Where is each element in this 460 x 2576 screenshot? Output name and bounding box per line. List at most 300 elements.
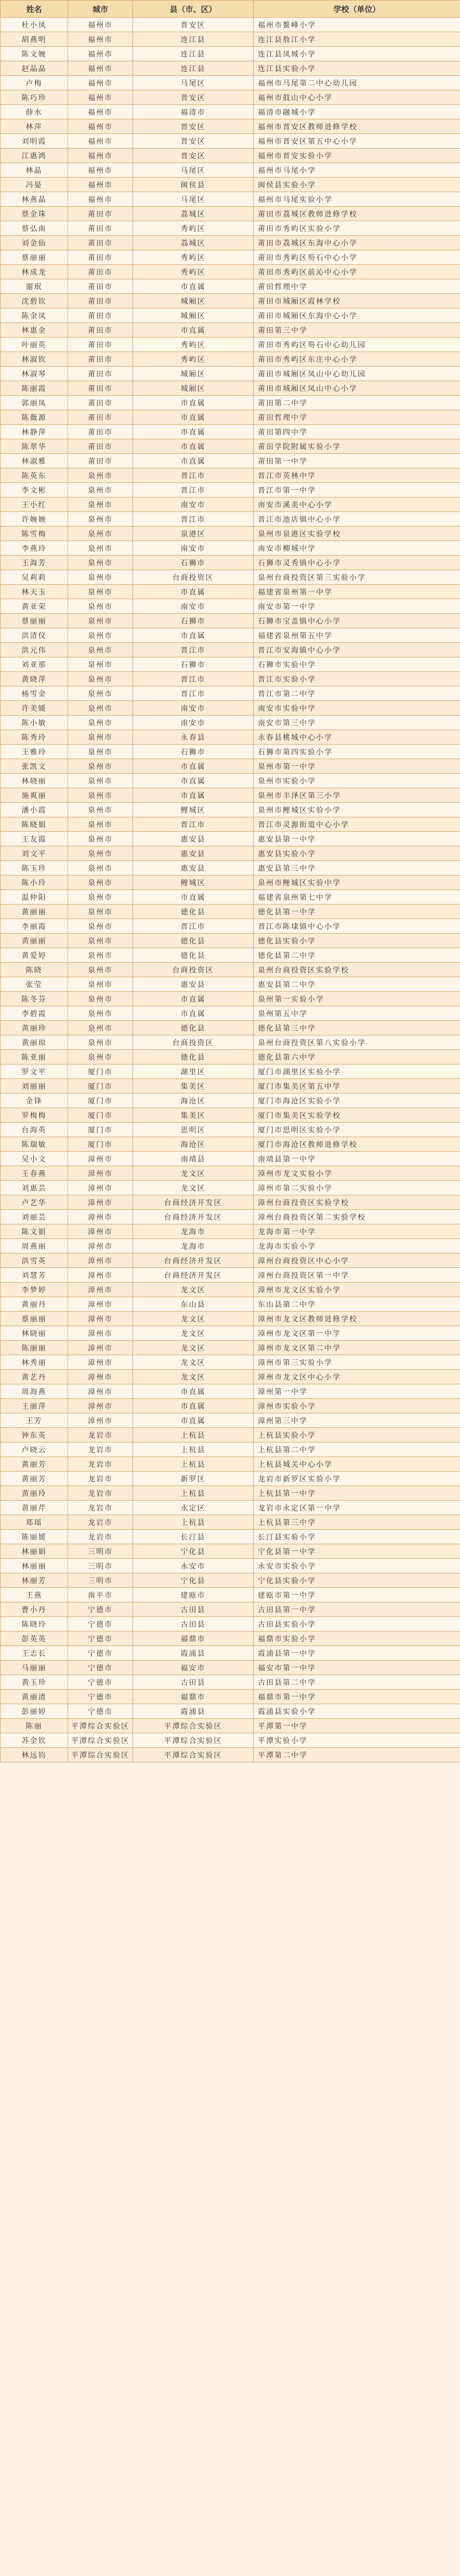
cell-name: 周燕丽 [1, 1239, 68, 1253]
table-row [1, 1733, 460, 1748]
cell-school: 平潭第二中学 [254, 1748, 460, 1762]
cell-school: 平潭第一中学 [254, 1719, 460, 1733]
cell-school: 福州市晋安区教师进修学校 [254, 119, 460, 134]
cell-city: 宁德市 [68, 1617, 133, 1631]
table-row [1, 1631, 460, 1646]
cell-county: 德化县 [133, 1050, 254, 1064]
table-row [1, 527, 460, 541]
cell-county: 惠安县 [133, 977, 254, 992]
table-row [1, 1428, 460, 1442]
table-row [1, 1050, 460, 1064]
cell-city: 龙岩市 [68, 1428, 133, 1442]
cell-school: 德化县第六中学 [254, 1050, 460, 1064]
cell-county: 市直属 [133, 759, 254, 774]
cell-school: 上杭县实验小学 [254, 1428, 460, 1442]
table-row [1, 1442, 460, 1457]
cell-school: 厦门市思明区实验小学 [254, 1123, 460, 1137]
cell-city: 莆田市 [68, 265, 133, 279]
cell-county: 东山县 [133, 1297, 254, 1312]
cell-city: 龙岩市 [68, 1515, 133, 1530]
cell-school: 福鼎市第一中学 [254, 1690, 460, 1704]
cell-city: 泉州市 [68, 686, 133, 701]
cell-school: 福清市融城小学 [254, 105, 460, 119]
table-row [1, 556, 460, 570]
cell-city: 宁德市 [68, 1646, 133, 1661]
cell-city: 泉州市 [68, 963, 133, 977]
table-row [1, 1210, 460, 1224]
cell-name: 黄丽丹 [1, 1297, 68, 1312]
cell-county: 市直属 [133, 585, 254, 599]
cell-school: 宁化县实验小学 [254, 1573, 460, 1588]
table-row [1, 1035, 460, 1050]
cell-county: 海沧区 [133, 1094, 254, 1108]
cell-name: 林秀丽 [1, 1355, 68, 1370]
cell-city: 漳州市 [68, 1210, 133, 1224]
table-row [1, 483, 460, 497]
cell-city: 泉州市 [68, 527, 133, 541]
cell-school: 福安市第一中学 [254, 1661, 460, 1675]
cell-city: 泉州市 [68, 599, 133, 614]
cell-name: 黄丽芳 [1, 1472, 68, 1486]
cell-name: 刘金仙 [1, 236, 68, 250]
cell-county: 福鼎市 [133, 1690, 254, 1704]
cell-city: 厦门市 [68, 1064, 133, 1079]
cell-name: 卢梅 [1, 76, 68, 90]
cell-school: 泉州台商投资区第三实验小学 [254, 570, 460, 585]
cell-name: 黄丽珍 [1, 1021, 68, 1035]
cell-school: 莆田第一中学 [254, 454, 460, 468]
cell-county: 市直属 [133, 890, 254, 905]
cell-county: 惠安县 [133, 861, 254, 875]
cell-school: 建瓯市第一中学 [254, 1588, 460, 1602]
cell-name: 王燕 [1, 1588, 68, 1602]
cell-school: 石狮市第四实验小学 [254, 745, 460, 759]
cell-name: 李燕玲 [1, 541, 68, 556]
header-county: 县（市、区） [133, 1, 254, 18]
cell-county: 南靖县 [133, 1152, 254, 1166]
cell-school: 龙海市第一中学 [254, 1224, 460, 1239]
cell-school: 漳州台商投资区第一中学 [254, 1268, 460, 1283]
table-row [1, 352, 460, 367]
cell-county: 龙文区 [133, 1181, 254, 1195]
table-row [1, 1457, 460, 1472]
cell-name: 陈丽丽 [1, 1341, 68, 1355]
cell-school: 德化县实验小学 [254, 934, 460, 948]
cell-school: 南安市柳城中学 [254, 541, 460, 556]
table-row [1, 294, 460, 308]
cell-name: 刘慧芳 [1, 1268, 68, 1283]
cell-county: 霞浦县 [133, 1704, 254, 1719]
cell-county: 晋江市 [133, 512, 254, 527]
cell-city: 泉州市 [68, 497, 133, 512]
cell-name: 林晶 [1, 163, 68, 178]
table-row [1, 1602, 460, 1617]
cell-school: 漳州市第二实验小学 [254, 1181, 460, 1195]
cell-name: 彭丽婷 [1, 1704, 68, 1719]
cell-county: 福清市 [133, 105, 254, 119]
table-row [1, 1166, 460, 1181]
cell-county: 市直属 [133, 1399, 254, 1413]
cell-city: 泉州市 [68, 483, 133, 497]
table-row [1, 221, 460, 236]
cell-county: 龙文区 [133, 1166, 254, 1181]
cell-school: 福州市鼓山中心小学 [254, 90, 460, 105]
cell-name: 陈翠华 [1, 439, 68, 454]
cell-county: 鲤城区 [133, 875, 254, 890]
cell-city: 泉州市 [68, 992, 133, 1006]
cell-name: 刘丽芸 [1, 1210, 68, 1224]
table-body [1, 18, 460, 1762]
cell-school: 石狮市宝盖镇中心小学 [254, 614, 460, 628]
cell-name: 林静萍 [1, 425, 68, 439]
cell-city: 漳州市 [68, 1370, 133, 1384]
cell-school: 晋江市安海镇中心小学 [254, 643, 460, 657]
cell-city: 泉州市 [68, 585, 133, 599]
cell-county: 霞浦县 [133, 1646, 254, 1661]
cell-name: 林丽丽 [1, 1559, 68, 1573]
cell-county: 上杭县 [133, 1457, 254, 1472]
cell-county: 台商投资区 [133, 570, 254, 585]
cell-city: 福州市 [68, 192, 133, 207]
cell-county: 晋江市 [133, 643, 254, 657]
cell-city: 福州市 [68, 76, 133, 90]
cell-county: 市直属 [133, 425, 254, 439]
table-row [1, 265, 460, 279]
cell-city: 莆田市 [68, 410, 133, 425]
cell-city: 莆田市 [68, 381, 133, 396]
cell-name: 杜小凤 [1, 18, 68, 32]
table-row [1, 774, 460, 788]
cell-school: 漳州市龙文实验小学 [254, 1166, 460, 1181]
cell-school: 石狮市实验中学 [254, 657, 460, 672]
table-row [1, 541, 460, 556]
table-row [1, 207, 460, 221]
cell-county: 台商经济开发区 [133, 1268, 254, 1283]
cell-name: 黄丽丽 [1, 934, 68, 948]
cell-city: 平潭综合实验区 [68, 1733, 133, 1748]
cell-school: 福州市鳌峰小学 [254, 18, 460, 32]
cell-school: 德化县第一中学 [254, 905, 460, 919]
cell-school: 漳州市龙文区第一中学 [254, 1326, 460, 1341]
cell-city: 龙岩市 [68, 1457, 133, 1472]
table-row [1, 1719, 460, 1733]
cell-name: 王志长 [1, 1646, 68, 1661]
table-row [1, 1181, 460, 1195]
table-row [1, 105, 460, 119]
cell-county: 思明区 [133, 1123, 254, 1137]
table-row [1, 1079, 460, 1094]
cell-name: 叶丽英 [1, 338, 68, 352]
cell-name: 刘文平 [1, 846, 68, 861]
cell-name: 李碧霞 [1, 1006, 68, 1021]
cell-county: 龙文区 [133, 1355, 254, 1370]
cell-name: 陈文娟 [1, 1224, 68, 1239]
cell-city: 莆田市 [68, 439, 133, 454]
cell-name: 陈巧珍 [1, 90, 68, 105]
cell-name: 林远钧 [1, 1748, 68, 1762]
cell-school: 惠安县第一中学 [254, 832, 460, 846]
cell-school: 福建省泉州第五中学 [254, 628, 460, 643]
cell-county: 台商经济开发区 [133, 1210, 254, 1224]
cell-county: 石狮市 [133, 745, 254, 759]
cell-city: 漳州市 [68, 1166, 133, 1181]
cell-name: 陈玉珍 [1, 861, 68, 875]
table-row [1, 250, 460, 265]
cell-city: 泉州市 [68, 1021, 133, 1035]
cell-county: 上杭县 [133, 1486, 254, 1501]
cell-city: 漳州市 [68, 1399, 133, 1413]
cell-county: 台商投资区 [133, 963, 254, 977]
cell-school: 晋江市第一中学 [254, 483, 460, 497]
cell-county: 龙文区 [133, 1312, 254, 1326]
cell-city: 漳州市 [68, 1224, 133, 1239]
cell-school: 厦门市集美区第五中学 [254, 1079, 460, 1094]
cell-city: 福州市 [68, 149, 133, 163]
cell-county: 晋安区 [133, 149, 254, 163]
cell-city: 泉州市 [68, 643, 133, 657]
cell-city: 泉州市 [68, 788, 133, 803]
cell-name: 陈亚丽 [1, 1050, 68, 1064]
table-row [1, 1646, 460, 1661]
table-row [1, 18, 460, 32]
cell-name: 陈薇源 [1, 410, 68, 425]
cell-county: 平潭综合实验区 [133, 1748, 254, 1762]
cell-school: 石狮市灵秀镇中心小学 [254, 556, 460, 570]
cell-county: 德化县 [133, 948, 254, 963]
table-row [1, 1108, 460, 1123]
cell-city: 莆田市 [68, 279, 133, 294]
cell-county: 市直属 [133, 439, 254, 454]
cell-city: 福州市 [68, 90, 133, 105]
cell-county: 龙海市 [133, 1239, 254, 1253]
cell-county: 石狮市 [133, 556, 254, 570]
cell-school: 厦门市集美区实验学校 [254, 1108, 460, 1123]
cell-county: 南安市 [133, 599, 254, 614]
cell-name: 陈晓娟 [1, 817, 68, 832]
table-row [1, 61, 460, 76]
cell-school: 漳州第三中学 [254, 1413, 460, 1428]
cell-city: 泉州市 [68, 905, 133, 919]
cell-county: 古田县 [133, 1602, 254, 1617]
cell-city: 漳州市 [68, 1195, 133, 1210]
cell-school: 南安市溪美中心小学 [254, 497, 460, 512]
cell-city: 平潭综合实验区 [68, 1719, 133, 1733]
cell-name: 刘明霞 [1, 134, 68, 149]
table-row [1, 570, 460, 585]
cell-school: 福鼎市实验小学 [254, 1631, 460, 1646]
cell-city: 莆田市 [68, 338, 133, 352]
cell-school: 晋江市池店镇中心小学 [254, 512, 460, 527]
cell-city: 泉州市 [68, 730, 133, 745]
table-row [1, 919, 460, 934]
table-row [1, 1472, 460, 1486]
cell-county: 马尾区 [133, 163, 254, 178]
cell-name: 蔡丽丽 [1, 250, 68, 265]
cell-name: 黄艺丹 [1, 1370, 68, 1384]
cell-school: 莆田市秀屿区东庄中心小学 [254, 352, 460, 367]
cell-city: 泉州市 [68, 803, 133, 817]
table-row [1, 1283, 460, 1297]
header-row [1, 1, 460, 18]
cell-school: 漳州台商投资区实验学校 [254, 1195, 460, 1210]
cell-name: 罗梅梅 [1, 1108, 68, 1123]
table-row [1, 1544, 460, 1559]
table-row [1, 1152, 460, 1166]
cell-city: 福州市 [68, 178, 133, 192]
cell-school: 漳州市实验小学 [254, 1399, 460, 1413]
table-row [1, 716, 460, 730]
cell-school: 福建省泉州第一中学 [254, 585, 460, 599]
cell-city: 泉州市 [68, 774, 133, 788]
cell-city: 泉州市 [68, 759, 133, 774]
cell-city: 宁德市 [68, 1602, 133, 1617]
cell-county: 市直属 [133, 279, 254, 294]
cell-county: 惠安县 [133, 846, 254, 861]
table-row [1, 934, 460, 948]
cell-county: 宁化县 [133, 1544, 254, 1559]
cell-school: 福州市马尾实验小学 [254, 192, 460, 207]
cell-school: 龙岩市永定区第一中学 [254, 1501, 460, 1515]
cell-city: 漳州市 [68, 1181, 133, 1195]
cell-school: 漳州市龙文区教师进修学校 [254, 1312, 460, 1326]
cell-county: 龙文区 [133, 1341, 254, 1355]
cell-name: 陈丽媛 [1, 1530, 68, 1544]
cell-name: 郑瑶 [1, 1515, 68, 1530]
table-row [1, 1253, 460, 1268]
cell-city: 泉州市 [68, 875, 133, 890]
table-row [1, 32, 460, 47]
cell-name: 赵晶晶 [1, 61, 68, 76]
cell-city: 泉州市 [68, 745, 133, 759]
cell-name: 王小红 [1, 497, 68, 512]
table-row [1, 1021, 460, 1035]
table-row [1, 1573, 460, 1588]
table-row [1, 832, 460, 846]
table-row [1, 308, 460, 323]
cell-name: 王丽萍 [1, 1399, 68, 1413]
cell-county: 晋安区 [133, 90, 254, 105]
cell-city: 莆田市 [68, 294, 133, 308]
table-row [1, 1384, 460, 1399]
table-row [1, 439, 460, 454]
cell-name: 林成龙 [1, 265, 68, 279]
table-row [1, 279, 460, 294]
table-row [1, 730, 460, 745]
cell-name: 刘亚那 [1, 657, 68, 672]
cell-city: 莆田市 [68, 396, 133, 410]
cell-name: 薛水 [1, 105, 68, 119]
cell-school: 南安市第一中学 [254, 599, 460, 614]
cell-name: 洪元伟 [1, 643, 68, 657]
cell-city: 泉州市 [68, 817, 133, 832]
cell-county: 秀屿区 [133, 250, 254, 265]
cell-school: 莆田第三中学 [254, 323, 460, 338]
cell-county: 福安市 [133, 1661, 254, 1675]
cell-school: 晋江市实验小学 [254, 672, 460, 686]
table-row [1, 1195, 460, 1210]
table-row [1, 338, 460, 352]
table-row [1, 788, 460, 803]
table-row [1, 759, 460, 774]
table-row [1, 512, 460, 527]
cell-county: 晋安区 [133, 18, 254, 32]
cell-county: 南安市 [133, 716, 254, 730]
cell-county: 龙文区 [133, 1326, 254, 1341]
cell-county: 上杭县 [133, 1442, 254, 1457]
cell-school: 福州市马尾小学 [254, 163, 460, 178]
table-row [1, 672, 460, 686]
cell-name: 罗文平 [1, 1064, 68, 1079]
cell-school: 漳州市龙文区实验小学 [254, 1283, 460, 1297]
cell-name: 谢珉 [1, 279, 68, 294]
table-row [1, 599, 460, 614]
cell-name: 许婉婉 [1, 512, 68, 527]
cell-city: 厦门市 [68, 1094, 133, 1108]
cell-school: 福州市晋安区第五中心小学 [254, 134, 460, 149]
cell-school: 上杭县第一中学 [254, 1486, 460, 1501]
cell-school: 泉州市鲤城区实验小学 [254, 803, 460, 817]
cell-name: 郭丽凤 [1, 396, 68, 410]
cell-name: 林丽娟 [1, 1544, 68, 1559]
cell-city: 莆田市 [68, 367, 133, 381]
cell-school: 惠安县第三中学 [254, 861, 460, 875]
cell-city: 福州市 [68, 163, 133, 178]
cell-city: 泉州市 [68, 1006, 133, 1021]
cell-name: 李文彬 [1, 483, 68, 497]
cell-school: 漳州市龙文区第二中学 [254, 1341, 460, 1355]
cell-city: 莆田市 [68, 308, 133, 323]
cell-name: 吴小文 [1, 1152, 68, 1166]
table-row [1, 134, 460, 149]
header-name: 姓名 [1, 1, 68, 18]
cell-school: 古田县实验小学 [254, 1617, 460, 1631]
cell-county: 秀屿区 [133, 338, 254, 352]
cell-city: 泉州市 [68, 977, 133, 992]
cell-city: 龙岩市 [68, 1530, 133, 1544]
table-row [1, 47, 460, 61]
cell-school: 莆田市秀屿区笏石中心幼儿园 [254, 338, 460, 352]
cell-name: 陈小敏 [1, 716, 68, 730]
cell-city: 厦门市 [68, 1123, 133, 1137]
table-row [1, 1675, 460, 1690]
cell-county: 永安市 [133, 1559, 254, 1573]
cell-county: 闽侯县 [133, 178, 254, 192]
table-row [1, 1704, 460, 1719]
table-row [1, 745, 460, 759]
cell-school: 漳州第一中学 [254, 1384, 460, 1399]
cell-school: 南安市实验中学 [254, 701, 460, 716]
cell-name: 李丽霞 [1, 919, 68, 934]
cell-name: 陈丽霞 [1, 381, 68, 396]
table-row [1, 1370, 460, 1384]
cell-city: 泉州市 [68, 512, 133, 527]
table-row [1, 1006, 460, 1021]
table-row [1, 1559, 460, 1573]
cell-name: 黄丽琼 [1, 1035, 68, 1050]
cell-city: 泉州市 [68, 846, 133, 861]
cell-city: 福州市 [68, 119, 133, 134]
cell-county: 市直属 [133, 454, 254, 468]
cell-county: 市直属 [133, 1384, 254, 1399]
cell-county: 城厢区 [133, 294, 254, 308]
cell-county: 市直属 [133, 628, 254, 643]
cell-school: 莆田第四中学 [254, 425, 460, 439]
table-row [1, 1486, 460, 1501]
cell-city: 漳州市 [68, 1413, 133, 1428]
cell-school: 莆田市荔城区教师进修学校 [254, 207, 460, 221]
cell-city: 泉州市 [68, 614, 133, 628]
table-row [1, 643, 460, 657]
